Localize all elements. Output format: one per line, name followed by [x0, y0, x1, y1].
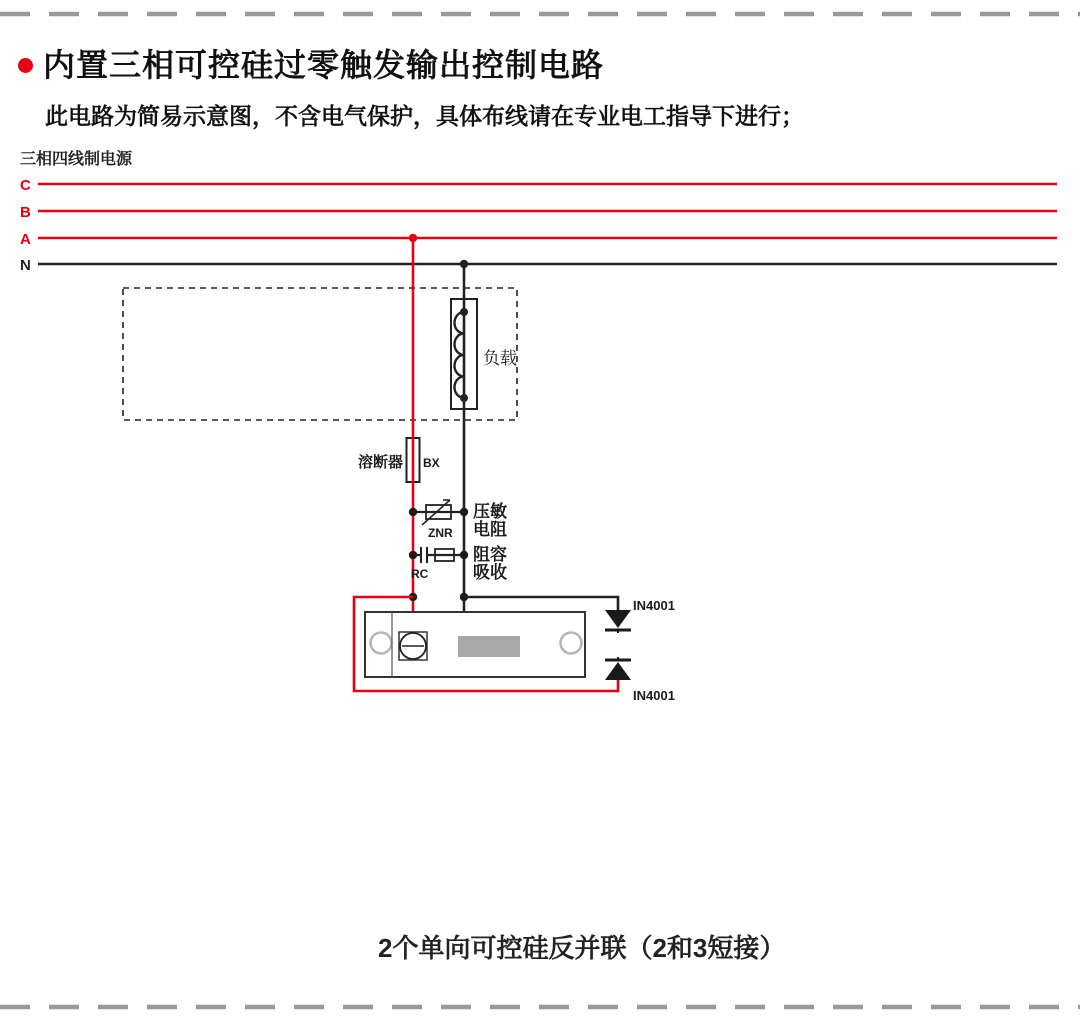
junction-dot [409, 234, 417, 242]
junction-dot [460, 260, 468, 268]
junction-dot [460, 394, 468, 402]
fuse-label: 溶断器 [357, 454, 403, 471]
rc-label: 阻容 [473, 545, 507, 564]
scr-module [365, 612, 585, 677]
varistor-code-label: ZNR [428, 526, 453, 540]
power-supply-label: 三相四线制电源 [20, 151, 133, 168]
rc-code-label: RC [411, 567, 429, 581]
junction-dot [409, 508, 417, 516]
rail-label: C [20, 177, 31, 194]
bottom-caption: 2个单向可控硅反并联（2和3短接） [378, 933, 786, 963]
rail-label: B [20, 204, 31, 221]
diode-icon [605, 610, 631, 628]
branch-1 [407, 299, 478, 561]
page-subtitle: 此电路为简易示意图，不含电气保护，具体布线请在专业电工指导下进行； [45, 103, 804, 129]
junction-dot [460, 551, 468, 559]
varistor-label: 电阻 [473, 520, 507, 539]
bullet-icon [18, 58, 33, 73]
page-title-row [18, 40, 604, 86]
varistor-label: 压敏 [473, 502, 507, 521]
page-title: 内置三相可控硅过零触发输出控制电路 [43, 47, 605, 83]
diode-label: IN4001 [633, 598, 675, 613]
rail-label: N [20, 257, 31, 274]
diode-label: IN4001 [633, 688, 675, 703]
black-diode-wire [464, 597, 618, 610]
load-label: 负载 [483, 349, 517, 368]
rc-label: 吸收 [473, 563, 507, 582]
junction-dot [460, 508, 468, 516]
short-bar-2-3 [458, 636, 520, 657]
rail-label: A [20, 231, 31, 248]
diode-icon [605, 662, 631, 680]
fuse-code-label: BX [423, 456, 440, 470]
junction-dot [409, 551, 417, 559]
junction-dot [460, 308, 468, 316]
